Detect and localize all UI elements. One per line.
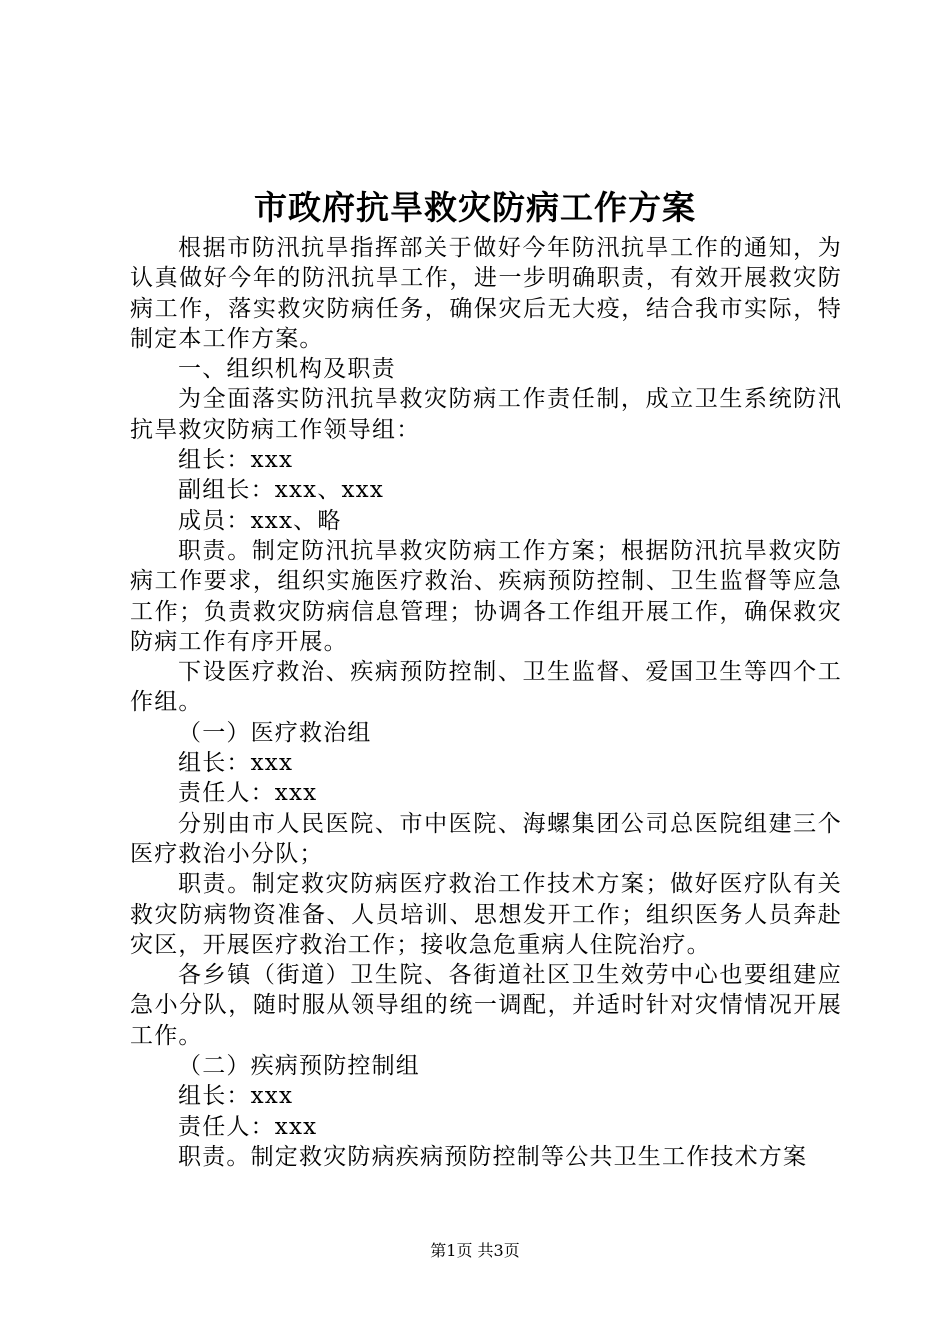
paragraph: 职责。制定防汛抗旱救灾防病工作方案；根据防汛抗旱救灾防病工作要求，组织实施医疗救治、疾病预防控制、卫生监督等应急工作；负责救灾防病信息管理；协调各工作组开展工作，确保救灾防病工作有序开展。 [130, 537, 842, 655]
paragraph: 下设医疗救治、疾病预防控制、卫生监督、爱国卫生等四个工作组。 [130, 659, 842, 716]
paragraph: 组长：xxx [178, 1083, 294, 1110]
paragraph: 副组长：xxx、xxx [178, 477, 385, 504]
paragraph: 为全面落实防汛抗旱救灾防病工作责任制，成立卫生系统防汛抗旱救灾防病工作领导组： [130, 386, 842, 443]
paragraph: 职责。制定救灾防病医疗救治工作技术方案；做好医疗队有关救灾防病物资准备、人员培训、思想发开工作；组织医务人员奔赴灾区，开展医疗救治工作；接收急危重病人住院治疗。 [130, 871, 842, 958]
paragraph: 分别由市人民医院、市中医院、海螺集团公司总医院组建三个医疗救治小分队； [130, 810, 842, 867]
document-body [130, 233, 842, 1172]
subsection-heading: （二）疾病预防控制组 [178, 1053, 420, 1080]
document-title: 市政府抗旱救灾防病工作方案 [254, 188, 696, 227]
page-footer: 第1页 共3页 [430, 1241, 520, 1260]
paragraph: 责任人：xxx [178, 1113, 318, 1140]
paragraph: 责任人：xxx [178, 780, 318, 807]
paragraph: 职责。制定救灾防病疾病预防控制等公共卫生工作技术方案 [178, 1143, 808, 1170]
paragraph: 成员：xxx、略 [178, 507, 342, 534]
paragraph: 组长：xxx [178, 750, 294, 777]
paragraph: 根据市防汛抗旱指挥部关于做好今年防汛抗旱工作的通知，为认真做好今年的防汛抗旱工作，进一步明确职责，有效开展救灾防病工作，落实救灾防病任务，确保灾后无大疫，结合我市实际，特制定本工作方案。 [130, 235, 842, 352]
paragraph: 组长：xxx [178, 447, 294, 474]
paragraph: 各乡镇（街道）卫生院、各街道社区卫生效劳中心也要组建应急小分队，随时服从领导组的统一调配，并适时针对灾情情况开展工作。 [130, 962, 842, 1049]
subsection-heading: （一）医疗救治组 [178, 719, 372, 746]
section-heading: 一、组织机构及职责 [178, 356, 396, 383]
